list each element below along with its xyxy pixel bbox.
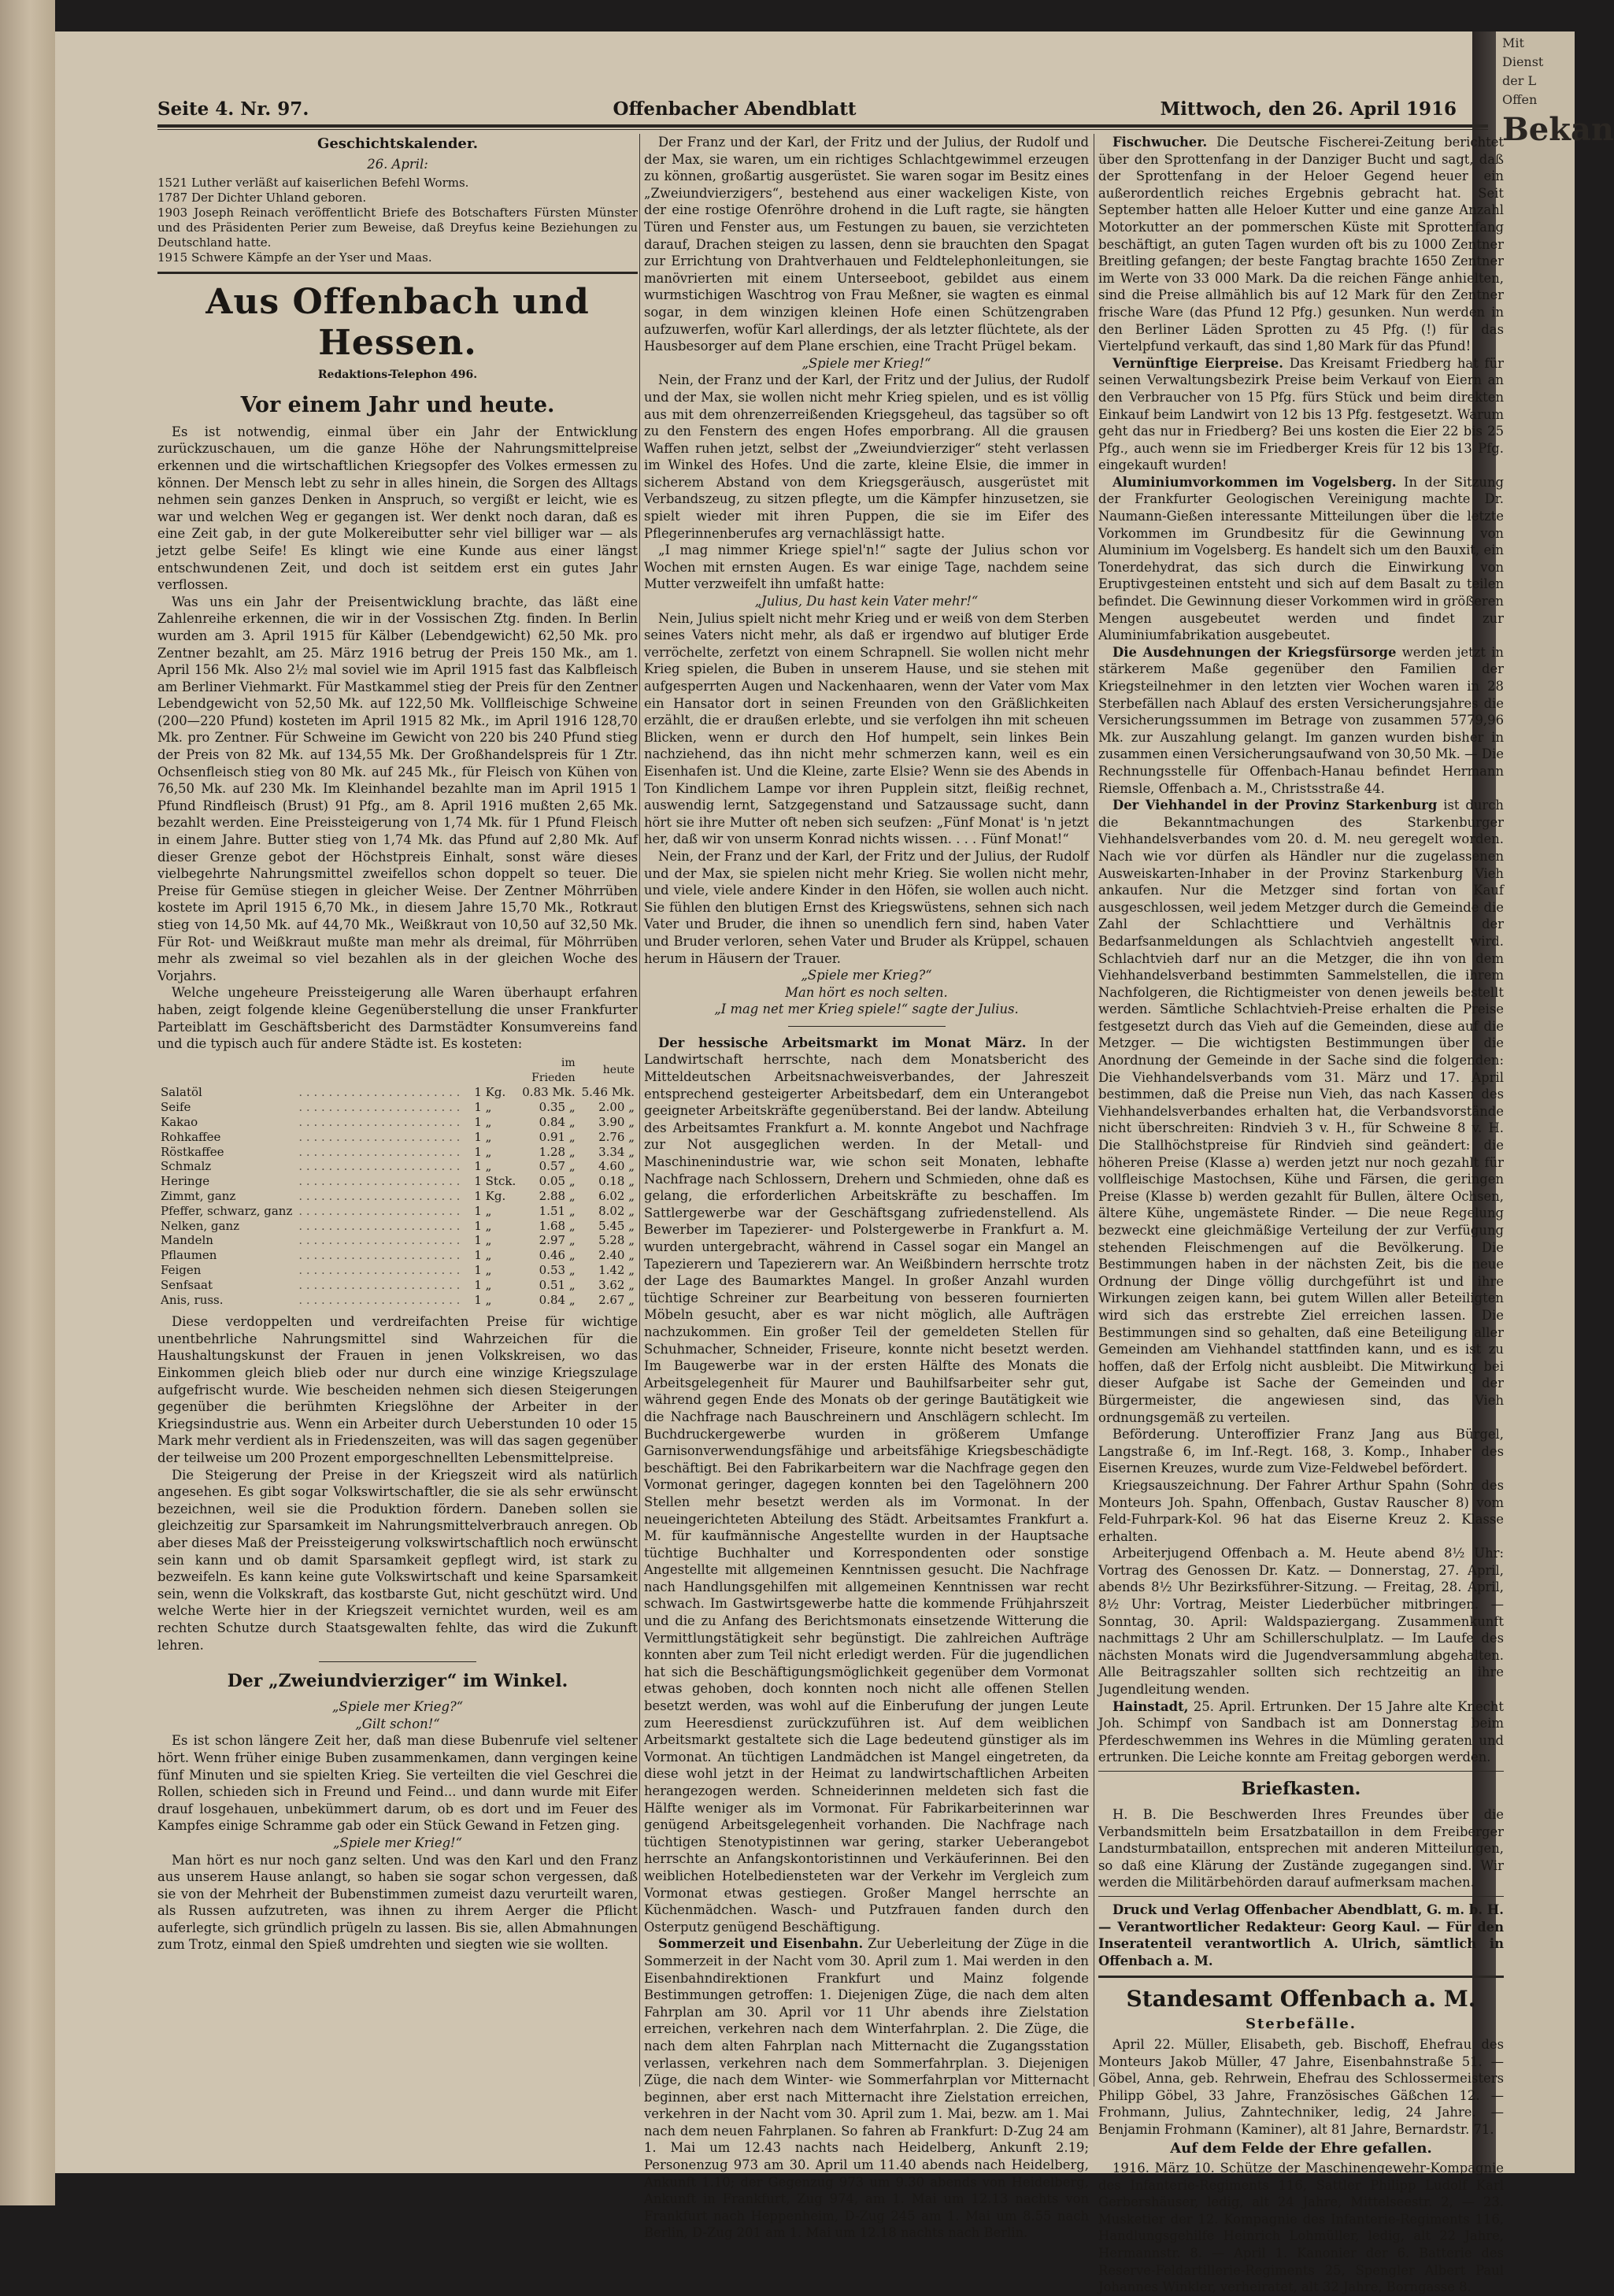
article-lead: Der Viehhandel in der Provinz Starkenburg (1112, 798, 1438, 813)
header-rule (157, 124, 1488, 128)
article-lead: Die Ausdehnungen der Kriegsfürsorge (1112, 644, 1397, 660)
price-item: Anis, russ. (161, 1292, 224, 1307)
section-divider (1098, 1976, 1504, 1978)
price-item: Pflaumen (161, 1248, 217, 1263)
price-dots: . . . . . . . . . . . . . . . . . . . . . . (298, 1100, 461, 1115)
price-peace: 1.28 „ (539, 1144, 576, 1159)
article-paragraph: 25. April. Ertrunken. Der 15 Jahre alte Knecht Joh. Schimpf von Sandbach ist am Donnerstag beim Pferdeschwemmen ins Wehres in die Mümling geraten und ertrunken. Die Leiche konnte am Freitag geborgen werden. (1098, 1698, 1504, 1765)
letterbox-title: Briefkasten. (1241, 1779, 1361, 1799)
article-divider (1098, 1771, 1504, 1772)
price-peace: 0.53 „ (539, 1262, 576, 1277)
article-paragraph: Das Kreisamt Friedberg hat für seinen Verwaltungsbezirk Preise beim Verkauf von Eiern an den Verbraucher von 15 Pfg. fürs Stück und beim direkten Einkauf beim Landwirt von 12 bis 13 Pfg. festgesetzt. Warum geht das nur in Friedberg? Bei uns kosten die Eier 22 bis 25 Pfg., auch wenn sie im Friedberger Kreis für 12 bis 13 Pfg. eingekauft wurden! (1098, 355, 1504, 473)
price-table-body (157, 1085, 638, 1307)
price-peace: 0.83 Mk. (522, 1085, 576, 1100)
price-row (157, 1219, 638, 1234)
article-paragraph: Welche ungeheure Preissteigerung alle Waren überhaupt erfahren haben, zeigt folgende kleine Gegenüberstellung die unser Frankfurter Parteiblatt im Geschäftsbericht des Darmstädter Konsumvereins fand und die typisch auch für andere Städte ist. Es kosteten: (157, 985, 638, 1052)
article-paragraph: In der Sitzung der Frankfurter Geologischen Vereinigung machte Dr. Naumann-Gießen interessante Mitteilungen über die letzte Vorkommen im Grundbesitz für die Gewinnung von Aluminium im Vogelsberg. Es handelt sich um den Bauxit, ein Tonerdehydrat, das sich durch die Einwirkung von Eruptivgesteinen entsteht und sich auf dem Basalt zu teilen befindet. Die Gewinnung dieser Vorkommen wird in größeren Mengen ausgebeutet werden und findet zur Aluminiumfabrikation ausgebeutet. (1098, 474, 1505, 643)
next-page-fragment: Dienst (1502, 54, 1544, 69)
price-item: Mandeln (161, 1233, 213, 1248)
price-row (157, 1145, 638, 1160)
price-row (157, 1204, 638, 1219)
price-today: 3.90 „ (598, 1114, 635, 1129)
price-dots: . . . . . . . . . . . . . . . . . . . . . . (298, 1085, 461, 1100)
registry-subtitle: Sterbefälle. (1245, 2016, 1357, 2033)
price-dots: . . . . . . . . . . . . . . . . . . . . . . (298, 1248, 461, 1263)
registry-title: Standesamt Offenbach a. M. (1126, 1986, 1476, 2013)
price-today: 0.18 „ (598, 1174, 635, 1189)
article-paragraph: Diese verdoppelten und verdreifachten Preise für wichtige unentbehrliche Nahrungsmittel sind Wahrzeichen für die Haushaltungskunst der Frauen in jenen Volkskreisen, wo das Einkommen gleich blieb oder nur durch eine winzige Kriegszulage aufgefrischt wurde. Wie bescheiden nehmen sich diesen Steigerungen gegenüber die berühmten Kriegslöhne der Arbeiter in der Kriegsindustrie aus. Wenn ein Arbeiter durch Ueberstunden 10 oder 15 Mark mehr verdient als in Friedenszeiten, was will das sagen gegenüber der teilweise um 200 Prozent emporgeschnellten Lebensmittelpreise. (157, 1314, 638, 1466)
price-today: 8.02 „ (598, 1203, 635, 1218)
price-item: Heringe (161, 1174, 210, 1189)
calendar-date: 26. April: (367, 156, 428, 172)
calendar-title: Geschichtskalender. (317, 135, 478, 152)
price-dots: . . . . . . . . . . . . . . . . . . . . . . (298, 1233, 461, 1248)
calendar-entry: 1521 Luther verläßt auf kaiserlichen Befehl Worms. (157, 176, 469, 191)
article-paragraph: Man hört es nur noch ganz selten. Und was den Karl und den Franz aus unserem Hause anlangt, so haben sie sogar schon vergessen, daß sie von der Mehrheit der Bubenstimmen zumeist dazu verurteilt waren, als Russen aufzutreten, was ihnen zu ihrem Aerger die Pflicht auferlegte, sich gründlich prügeln zu lassen. Bis sie, allen Abmahnungen zum Trotz, einmal den Spieß umdrehten und siegten wie sie wollten. (157, 1852, 638, 1953)
article-paragraph: Nein, der Franz und der Karl, der Fritz und der Julius, der Rudolf und der Max, sie spielen nicht mehr Krieg. Sie wollen nicht mehr, und viele, viele andere Kinder in den Höfen, sie wollen auch nicht. Sie fühlen den blutigen Ernst des Kriegswüstens, sehnen sich nach Vater und Bruder, die ihnen so unendlich fern sind, haben Vater und Bruder verloren, sehen Vater und Bruder als Krüppel, schauen herum in Häusern der Trauer. (644, 848, 1089, 966)
article-divider (319, 1661, 476, 1662)
price-today: 6.02 „ (598, 1188, 635, 1203)
article-lead: Hainstadt, (1112, 1698, 1189, 1714)
price-peace: 1.68 „ (539, 1218, 576, 1233)
price-header-dots (295, 1056, 471, 1086)
article-paragraph: werden jetzt in stärkerem Maße gegenüber den Familien der Kriegsteilnehmer in den letzten vier Wochen waren in 28 Sterbefällen nach Ablauf des ersten Versicherungsjahres die Versicherungssummen im Betrage von zusammen 5779,96 Mk. zur Auszahlung gelangt. Im ganzen wurden bisher in zusammen einen Versicherungsaufwand von 30,50 Mk. — Die Rechnungsstelle für Offenbach-Hanau befindet Hermann Riemsle, Offenbach a. M., Christsstraße 44. (1098, 644, 1504, 796)
registry-fallen-title: Auf dem Felde der Ehre gefallen. (1170, 2139, 1432, 2157)
price-item: Nelken, ganz (161, 1218, 240, 1233)
price-item: Salatöl (161, 1085, 202, 1100)
price-item: Kakao (161, 1114, 198, 1129)
article-paragraph: Arbeiterjugend Offenbach a. M. Heute abend 8½ Uhr: Vortrag des Genossen Dr. Katz. — Donnerstag, 27. April, abends 8½ Uhr Bezirksführer-Sitzung. — Freitag, 28. April, 8½ Uhr: Vortrag, Meister Liederbücher mitbringen. — Sonntag, 30. April: Waldspaziergang. Zusammenkunft nachmittags 2 Uhr am Schillerschulplatz. — Im Laufe des nächsten Monats wird die Jugendversammlung abgehalten. Alle Beitragszahler sollten sich rechtzeitig an ihre Jugendleitung wenden. (1098, 1546, 1504, 1698)
article-paragraph: Zur Ueberleitung der Züge in die Sommerzeit in der Nacht vom 30. April zum 1. Mai werden in den Eisenbahndirektionen Frankfurt und Mainz folgende Bestimmungen getroffen: 1. Diejenigen Züge, die nach dem alten Fahrplan am 30. April vor 11 Uhr abends ihre Zielstation erreichen, verkehren nach dem Winterfahrplan. 2. Die Züge, die nach dem alten Fahrplan nach Mitternacht die Zugangsstation verlassen, verkehren nach dem Sommerfahrplan. 3. Diejenigen Züge, die nach dem Winter- wie Sommerfahrplan vor Mitternacht beginnen, aber erst nach Mitternacht ihre Zielstation erreichen, verkehren in der Nacht vom 30. April zum 1. Mai, bezw. am 1. Mai nach dem neuen Fahrplanen. So fahren ab Frankfurt: D-Zug 24 am 1. Mai um 12.43 nachts nach Heidelberg, Ankunft 2.19; Personenzug 973 am 30. April um 11.40 abends nach Heidelberg, Ankunft 1.10; der Gegenzug 973 um 9.30 abends von Heidelberg, Ankunft in Frankfurt, Zug 974, am 1. Mai um 12.13 nachts von Frankfurt nach Heppenheim, D-Zug 245 am 1. Mai um 8.55 nach Berlin, D-Zug 201 am 1. Mai um 12.18 nachts nach Berlin. (644, 1936, 1089, 2241)
price-unit: 1 „ (474, 1248, 492, 1263)
article-lead: Sommerzeit und Eisenbahn. (658, 1936, 864, 1952)
next-page-edge (1496, 31, 1614, 2173)
price-today: 2.40 „ (598, 1248, 635, 1263)
price-peace: 1.51 „ (539, 1203, 576, 1218)
article-paragraph: Die Deutsche Fischerei-Zeitung berichtet über den Sprottenfang in der Danziger Bucht und sagt, daß der Sprottenfang in der Heloer Gegend heuer ein außerordentlich reiches Ergebnis gebracht hat. Seit September hatten alle Heloer Kutter und eine ganze Anzahl Motorkutter an der pommerschen Küste mit Sprottenfang beschäftigt, an guten Tagen wurden oft bis zu 1000 Zentner Breitling gefangen; der beste Fangtag brachte 1650 Zentner im Werte von 33 000 Mark. Da die reichen Fänge anhielten, sind die Preise allmählich bis auf 12 Mark für den Zentner frische Ware (das Pfund 12 Pfg.) gesunken. Nun werden in den Berliner Läden Sprotten zu 45 Pfg. (!) für das Viertelpfund verkauft, das sind 1,80 Mark für das Pfund! (1098, 135, 1504, 354)
issue-date: Mittwoch, den 26. April 1916 (1160, 98, 1457, 120)
price-item: Rohkaffee (161, 1129, 221, 1144)
article-divider (788, 1026, 946, 1027)
price-row (157, 1115, 638, 1130)
newspaper-name: Offenbacher Abendblatt (613, 98, 857, 120)
article-quote: „Spiele mer Krieg?“ (331, 1699, 464, 1715)
price-row (157, 1159, 638, 1174)
article-title: Der „Zweiundvierziger“ im Winkel. (227, 1671, 568, 1692)
price-today: 5.46 Mk. (581, 1085, 635, 1100)
price-today: 2.67 „ (598, 1292, 635, 1307)
book-binding (0, 0, 55, 2205)
imprint: Druck und Verlag Offenbacher Abendblatt, G. m. b. H. — Verantwortlicher Redakteur: Georg Kaul. — Für den Inseratenteil verantwortlich A. Ulrich, sämtlich in Offenbach a. M. (1098, 1902, 1504, 1968)
price-row (157, 1189, 638, 1204)
price-unit: 1 Kg. (474, 1188, 506, 1203)
price-unit: 1 Stck. (474, 1174, 516, 1189)
price-peace: 0.84 „ (539, 1292, 576, 1307)
article-paragraph: Es ist schon längere Zeit her, daß man diese Bubenrufe viel seltener hört. Wenn früher einige Buben zusammenkamen, dann vergingen keine fünf Minuten und sie spielten Krieg. Sie verteilten die viel Geschrei die Rollen, schieden sich in Freund und Feind... und dann wurde mit Eifer drauf losgehauen, unbekümmert darum, ob es dort und im Feuer des Kampfes einige Schramme gab oder ein Stück Gewand in Fetzen ging. (157, 1733, 638, 1834)
price-dots: . . . . . . . . . . . . . . . . . . . . . . (298, 1277, 461, 1292)
price-today: 3.62 „ (598, 1277, 635, 1292)
price-unit: 1 Kg. (474, 1085, 506, 1100)
price-row (157, 1130, 638, 1145)
calendar-entry: 1915 Schwere Kämpfe an der Yser und Maas. (157, 250, 432, 265)
article-quote: „I mag net mer Krieg spiele!“ sagte der Julius. (714, 1002, 1019, 1017)
section-title: Aus Offenbach und Hessen. (205, 282, 590, 364)
article-paragraph: Es ist notwendig, einmal über ein Jahr der Entwicklung zurückzuschauen, um die ganze Höhe der Nahrungsmittelpreise erkennen und die wirtschaftlichen Kriegsopfer des Volkes ermessen zu können. Der Mensch lebt zu sehr in alles hinein, die Sorgen des Alltags nehmen sein ganzes Denken in Anspruch, so vergißt er leicht, wie es war und welchen Weg er gegangen ist. Wer denkt noch daran, daß es eine Zeit gab, in der gute Molkereibutter sehr viel billiger war — als jetzt gelbe Seife! Es klingt wie eine Kunde aus einer längst entschwundenen Zeit, und doch ist seitdem erst ein gutes Jahr verflossen. (157, 424, 638, 593)
price-dots: . . . . . . . . . . . . . . . . . . . . . . (298, 1174, 461, 1189)
price-peace: 0.84 „ (539, 1114, 576, 1129)
price-row (157, 1174, 638, 1189)
price-item: Seife (161, 1100, 191, 1115)
next-page-fragment-title: Bekan (1502, 111, 1614, 148)
article-paragraph: Kriegsauszeichnung. Der Fahrer Arthur Spahn (Sohn des Monteurs Joh. Spahn, Offenbach, Gustav Rauscher 8) vom Feld-Fuhrpark-Kol. 96 hat das Eiserne Kreuz 2. Klasse erhalten. (1098, 1477, 1504, 1544)
article-quote: „Gilt schon!“ (355, 1716, 440, 1731)
price-header-today: heute (602, 1064, 635, 1077)
page-number-label: Seite 4. Nr. 97. (157, 98, 309, 120)
price-unit: 1 „ (474, 1114, 492, 1129)
article-lead: Fischwucher. (1112, 135, 1208, 150)
price-row (157, 1233, 638, 1248)
article-lead: Vernünftige Eierpreise. (1112, 355, 1283, 371)
price-header-unit (471, 1056, 519, 1086)
calendar-entry: 1787 Der Dichter Uhland geboren. (157, 191, 367, 206)
article-quote: „Spiele mer Krieg!“ (332, 1835, 463, 1850)
price-unit: 1 „ (474, 1203, 492, 1218)
price-today: 4.60 „ (598, 1159, 635, 1174)
price-item: Schmalz (161, 1159, 212, 1174)
price-peace: 0.46 „ (539, 1248, 576, 1263)
page-header (157, 85, 1457, 120)
price-peace: 0.51 „ (539, 1277, 576, 1292)
article-quote: „Spiele mer Krieg?“ (801, 968, 932, 983)
price-dots: . . . . . . . . . . . . . . . . . . . . . . (298, 1129, 461, 1144)
price-unit: 1 „ (474, 1218, 492, 1233)
price-peace: 0.35 „ (539, 1100, 576, 1115)
price-unit: 1 „ (474, 1159, 492, 1174)
price-unit: 1 „ (474, 1100, 492, 1115)
next-page-fragment: der L (1502, 73, 1537, 88)
column-1 (157, 134, 638, 2087)
price-unit: 1 „ (474, 1292, 492, 1307)
article-quote: Man hört es noch selten. (785, 984, 948, 1000)
price-peace: 2.88 „ (539, 1188, 576, 1203)
price-unit: 1 „ (474, 1262, 492, 1277)
price-item: Zimmt, ganz (161, 1188, 236, 1203)
price-today: 2.76 „ (598, 1129, 635, 1144)
price-item: Pfeffer, schwarz, ganz (161, 1203, 293, 1218)
article-paragraph: „I mag nimmer Kriege spiel'n!“ sagte der Julius schon vor Wochen mit ernsten Augen. Es war einige Tage, nachdem seine Mutter verzweifelt ihn umfaßt hatte: (644, 543, 1089, 592)
next-page-fragment: Mit (1502, 35, 1524, 50)
article-paragraph: Die Steigerung der Preise in der Kriegszeit wird als natürlich angesehen. Es gibt sogar Volkswirtschaftler, die sie als sehr erwünscht bezeichnen, weil sie die Produktion fördern. Daneben sollen sie gleichzeitig zur Sparsamkeit im Nahrungsmittelverbrauch anregen. Ob aber dieses Maß der Preissteigerung volkswirtschaftlich noch erwünscht sein kann und ob damit Sparsamkeit gepflegt wird, ist stark zu bezweifeln. Es kann keine gute Volkswirtschaft und keine Sparsamkeit sein, wenn die Volkskraft, das kostbarste Gut, nicht geschützt wird. Und welche Werte hier in der Kriegszeit vernichtet wurden, weil es am rechten Schutze durch Staatsgewalten fehlte, das wird die Zukunft lehren. (157, 1467, 638, 1653)
article-paragraph: 1916. März 10. Schütze der Maschinengewehr-Kompagnie des Infanterie-Regiments 116, Sattler Philipp Ludolf Karl Gerbershäuser, ledig, alt 24 Jahre, Mittelseestr. 2, — 23. Musketier der 12. Kompagnie des Infanterie-Regiments 116, Handlungsgehilfe Heinrich Lohmüller, ledig, alt 22 Jahre, Hermannstr. 8. — April 1. Kanonier der 6. Batterie des Reserve-Feldartillerie-Regiments 25, Spengler Albert Paul Johannes Winkler, verheiratet, alt 32 Jahre, Borngasse 8. (1098, 2161, 1504, 2295)
article-title: Vor einem Jahr und heute. (240, 392, 555, 417)
section-divider (157, 272, 638, 274)
article-paragraph: H. B. Die Beschwerden Ihres Freundes über die Verbandsmitteln beim Ersatzbataillon in dem Freiberger Landsturmbataillon, entsprechen mit anderen Mitteilungen, so daß eine Klärung der Zustände zugegangen sind. Wir werden die Militärbehörden darauf aufmerksam machen. (1098, 1807, 1504, 1890)
header-rule-thin (157, 129, 1488, 130)
column-2 (644, 134, 1089, 2241)
price-header-item (157, 1056, 295, 1086)
price-dots: . . . . . . . . . . . . . . . . . . . . . . (298, 1144, 461, 1159)
price-row (157, 1263, 638, 1278)
price-row (157, 1248, 638, 1263)
price-peace: 2.97 „ (539, 1233, 576, 1248)
price-table (157, 1056, 638, 1308)
price-header-peace: im Frieden (531, 1056, 576, 1084)
article-paragraph: In der Landwirtschaft herrschte, nach dem Monatsbericht des Mitteldeutschen Arbeitsnachweisverbandes, der Jahreszeit entsprechend gesteigerter Arbeitsbedarf, dem ein Unterangebot geeigneter Arbeitskräfte gegenüberstand. Bei der landw. Abteilung des Arbeitsamtes Frankfurt a. M. konnte Angebot und Nachfrage zur Not ausgeglichen werden. In der Metall- und Maschinenindustrie war, wie schon seit Monaten, lebhafte Nachfrage nach Schlossern, Drehern und Schmieden, ohne daß es gelang, die erforderlichen Arbeitskräfte zu beschaffen. Im Sattlergewerbe war der Geschäftsgang zufriedenstellend. Als Bewerber im Tapezierer- und Polstergewerbe in Frankfurt a. M. wurden untergebracht, während in Cassel sogar ein Mangel an Tapezierern und Tapezierern war. An Weißbindern herrschte trotz der Lage des Baumarktes Mangel. In großer Anzahl wurden tüchtige Schreiner zur Bearbeitung von besseren fournierten Möbeln gesucht, aber es war nicht möglich, alle Aufträgen nachzukommen. Ein großer Teil der gemeldeten Stellen für Schuhmacher, Schneider, Friseure, konnte nicht besetzt werden. Im Baugewerbe war in der ersten Hälfte des Monats die Arbeitsgelegenheit für Maurer und Bauhilfsarbeiter sehr gut, während gegen Ende des Monats ob der geringe Bautätigkeit wie die Nachfrage nach Bauschreinern und Anschlägern schlecht. Im Buchdruckergewerbe wurden in größerem Umfange Garnisonverwendungsfähige und arbeitsfähige Kriegsbeschädigte beschäftigt. Bei den Fabrikarbeitern war die Nachfrage gegen den Vormonat geringer, dagegen konnten bei den Tagelöhnern 200 Stellen mehr besetzt werden als im Vormonat. In der neueingerichteten Abteilung des Städt. Arbeitsamtes Frankfurt a. M. für kaufmännische Angestellte wurden in der Hauptsache tüchtige Buchhalter und Korrespondenten oder sonstige Angestellte mit allgemeinen Kenntnissen gesucht. Die Nachfrage nach Handlungsgehilfen mit allgemeinen Kenntnissen war recht schwach. Im Gastwirtsgewerbe hatte die kommende Frühjahrszeit und die zu Anfang des Berichtsmonats einsetzende Witterung die Vermittlungstätigkeit sehr begünstigt. Die zahlreichen Aufträge konnten aber zum Teil nicht erledigt werden. Für die jugendlichen hat sich die Beschäftigungsmöglichkeit gegenüber dem Vormonat etwas gehoben, doch konnten noch nicht alle offenen Stellen besetzt werden, was wohl auf die Einberufung der jungen Leute zum Heeresdienst zurückzuführen ist. Auf dem weiblichen Arbeitsmarkt gestaltete sich die Lage bedeutend günstiger als im Vormonat. An tüchtigen Landmädchen ist Mangel eingetreten, da diese wohl jetzt in der Heimat zu landwirtschaftlichen Arbeiten herangezogen werden. Schneiderinnen meldeten sich fast die Hälfte weniger als im Vormonat. Für Fabrikarbeiterinnen war genügend Arbeitsgelegenheit vorhanden. Die Nachfrage nach tüchtigen Stenotypistinnen war gering, starker Ueberangebot herrschte an Anfangskontoristinnen und Verkäuferinnen. Bei den weiblichen Hotelbediensteten war der Verkehr im Vergleich zum Vormonat etwas gestiegen. Großer Mangel herrschte an Küchenmädchen. Wasch- und Putzfrauen fanden durch den Osterputz genügend Beschäftigung. (644, 1035, 1089, 1935)
next-page-fragment: Offen (1502, 92, 1538, 107)
price-table-header (157, 1056, 638, 1086)
article-quote: „Spiele mer Krieg!“ (801, 355, 931, 371)
price-item: Röstkaffee (161, 1144, 224, 1159)
price-row (157, 1293, 638, 1308)
price-today: 3.34 „ (598, 1144, 635, 1159)
price-today: 2.00 „ (598, 1100, 635, 1115)
calendar-entry: 1903 Joseph Reinach veröffentlicht Briefe des Botschafters Fürsten Münster und des Präsidenten Perier zum Beweise, daß Dreyfus keine Beziehungen zu Deutschland hatte. (157, 206, 638, 250)
article-lead: Der hessische Arbeitsmarkt im Monat März. (658, 1035, 1027, 1050)
article-quote: „Julius, Du hast kein Vater mehr!“ (754, 594, 979, 609)
price-today: 5.45 „ (598, 1218, 635, 1233)
editorial-telephone: Redaktions-Telephon 496. (317, 368, 478, 382)
article-paragraph: Beförderung. Unteroffizier Franz Jang aus Bürgel, Langstraße 6, im Inf.-Regt. 168, 3. Komp., Inhaber des Eisernen Kreuzes, wurde zum Vize-Feldwebel befördert. (1098, 1427, 1504, 1476)
price-row (157, 1085, 638, 1100)
price-unit: 1 „ (474, 1129, 492, 1144)
price-dots: . . . . . . . . . . . . . . . . . . . . . . (298, 1262, 461, 1277)
price-dots: . . . . . . . . . . . . . . . . . . . . . . (298, 1203, 461, 1218)
price-peace: 0.05 „ (539, 1174, 576, 1189)
price-row (157, 1100, 638, 1115)
price-dots: . . . . . . . . . . . . . . . . . . . . . . (298, 1188, 461, 1203)
price-dots: . . . . . . . . . . . . . . . . . . . . . . (298, 1159, 461, 1174)
price-item: Feigen (161, 1262, 202, 1277)
column-3 (1098, 134, 1505, 2295)
price-unit: 1 „ (474, 1277, 492, 1292)
price-peace: 0.57 „ (539, 1159, 576, 1174)
article-paragraph: April 22. Müller, Elisabeth, geb. Bischoff, Ehefrau des Monteurs Jakob Müller, 47 Jahre, Eisenbahnstraße 51. — Göbel, Anna, geb. Rehrwein, Ehefrau des Schlossermeisters Philipp Göbel, 33 Jahre, Französisches Gäßchen 12. — Frohmann, Julius, Zahntechniker, ledig, 24 Jahre. — Benjamin Frohmann (Kaminer), alt 81 Jahre, Bernardstr. 71. (1098, 2036, 1504, 2137)
column-rule (639, 134, 640, 2087)
price-dots: . . . . . . . . . . . . . . . . . . . . . . (298, 1218, 461, 1233)
price-dots: . . . . . . . . . . . . . . . . . . . . . . (298, 1292, 461, 1307)
article-paragraph: Nein, der Franz und der Karl, der Fritz und der Julius, der Rudolf und der Max, sie wollen nicht mehr Krieg spielen, und es ist völlig aus mit dem ohrenzerreißenden Kriegsgeheul, das tagsüber so oft zu den Fenstern des engen Hofes emporbrang. All die grausen Waffen ruhen jetzt, selbst der „Zweiundvierziger“ steht verlassen im Winkel des Hofes. Und die zarte, kleine Elsie, die immer in sicherem Abstand von dem Kriegsgeräusch, ausgerüstet mit Verbandszeug, zu sitzen pflegte, um die Kämpfer hinzusetzen, sie spielt wieder mit ihren Puppen, die sie im Eifer des Pflegerinnenberufes arg vernachlässigt hatte. (644, 372, 1089, 541)
article-lead: Aluminiumvorkommen im Vogelsberg. (1112, 474, 1397, 490)
price-peace: 0.91 „ (539, 1129, 576, 1144)
price-item: Senfsaat (161, 1277, 213, 1292)
price-dots: . . . . . . . . . . . . . . . . . . . . . . (298, 1114, 461, 1129)
price-today: 1.42 „ (598, 1262, 635, 1277)
article-paragraph: Was uns ein Jahr der Preisentwicklung brachte, das läßt eine Zahlenreihe erkennen, die wir in der Vossischen Ztg. finden. In Berlin wurden am 3. April 1915 für Kälber (Lebendgewicht) 62,50 Mk. pro Zentner bezahlt, am 25. März 1916 betrug der Preis 150 Mk., am 1. April 156 Mk. Also 2½ mal soviel wie im April 1915 fast das Kalbfleisch am Berliner Viehmarkt. Für Mastkammel stieg der Preis für den Zentner Lebendgewicht von 52,50 Mk. auf 122,50 Mk. Vollfleischige Schweine (200—220 Pfund) kosteten im April 1915 82 Mk., im April 1916 128,70 Mk. pro Zentner. Für Schweine im Gewicht von 220 bis 240 Pfund stieg der Preis von 82 Mk. auf 134,55 Mk. Der Großhandelspreis für 1 Ztr. Ochsenfleisch stieg von 80 Mk. auf 245 Mk., für Fleisch von Kühen von 76,50 Mk. auf 230 Mk. Im Kleinhandel bezahlte man im April 1915 1 Pfund Rindfleisch (Brust) 91 Pfg., am 8. April 1916 mußten 2,65 Mk. bezahlt werden. Eine Preissteigerung von 1,74 Mk. für 1 Pfund Fleisch in einem Jahre. Butter stieg von 1,74 Mk. das Pfund auf 2,80 Mk. Auf dieser Grenze gebot der Höchstpreis Einhalt, sonst wäre dieses vielbegehrte Nahrungsmittel zweifellos schon doppelt so teuer. Die Preise für Gemüse stiegen in gleicher Weise. Der Zentner Möhrrüben kostete im April 1915 6,70 Mk., in diesem Jahre 15,70 Mk., Rotkraut stieg von 14,50 Mk. auf 44,70 Mk., Weißkraut von 10,50 auf 32,50 Mk. Für Rot- und Weißkraut mußte man mehr als dreimal, für Möhrrüben mehr als zweimal so viel bezahlen als in der gleichen Woche des Vorjahrs. (157, 594, 638, 983)
article-divider (1098, 1896, 1504, 1897)
article-paragraph: Der Franz und der Karl, der Fritz und der Julius, der Rudolf und der Max, sie waren, um ein richtiges Schlachtgewimmel erzeugen zu können, großartig ausgerüstet. Sie waren sogar im Besitz eines „Zweiundvierzigers“, bestehend aus einer wackeligen Kiste, von der eine rostige Ofenröhre drohend in die Luft ragte, sie hängten Türen und Fenster aus, um Festungen zu bauen, sie verzichteten darauf, Drachen steigen zu lassen, denn sie brauchten den Spagat zur Errichtung von Drahtverhauen und Feldtelephonleitungen, sie manövrierten mit einem Unterseeboot, gebildet aus einem wurmstichigen Waschtrog von Frau Meßner, sie wagten es einmal sogar, in dem winzigen kleinen Hofe einen Schützengraben aufzuwerfen, wofür Karl allerdings, der als letzter flüchtete, als der Hausbesorger auf dem Plane erschien, eine Tracht Prügel bekam. (644, 135, 1089, 354)
price-unit: 1 „ (474, 1233, 492, 1248)
article-paragraph: Nein, Julius spielt nicht mehr Krieg und er weiß von dem Sterben seines Vaters nicht mehr, als daß er irgendwo auf blutiger Erde verröchelte, zerfetzt von einem Schrapnell. Sie wollen nicht mehr Krieg spielen, die Buben in unserem Hause, und sie stehen mit aufgesperrten Augen und Nackenhaaren, wenn der Vater vom Max ein Hansator dort in seinen Freunden von den Gräßlichkeiten erzählt, die er draußen erlebte, und sie verfolgen ihn mit scheuen Blicken, wenn er durch den Hof humpelt, sein linkes Bein nachziehend, das ihn nicht mehr schmerzen kann, weil es ein Eisenhafen ist. Und die Kleine, zarte Elsie? Wenn sie des Abends in Ton Kindlichem Lampe vor ihren Pupplein sitzt, fleißig rechnet, auswendig lernt, Satzgegenstand und Satzaussage sucht, dann hört sie ihre Mutter oft neben sich seufzen: „Fünf Monat' is 'n jetzt her, daß wir von unserm Konrad nichts wissen. . . . Fünf Monat!“ (644, 610, 1089, 847)
price-row (157, 1278, 638, 1293)
price-today: 5.28 „ (598, 1233, 635, 1248)
article-paragraph: ist durch die Bekanntmachungen des Starkenburger Viehhandelsverbandes vom 20. d. M. neu geregelt worden. Nach wie vor dürfen als Händler nur die zugelassenen Ausweiskarten-Inhaber in der Provinz Starkenburg Vieh ankaufen. Nur die Metzger sind fortan von Kauf ausgeschlossen, weil jedem Metzger durch die Gemeinde die Zahl der Schlachttiere und Verhältnis der Bedarfsanmeldungen als Schlachtvieh angestellt wird. Schlachtvieh darf nur an die Metzger, die ihn von dem Viehhandelsverband bestimmten Sammelstellen, die ihrem Nachfolgeren, die Richtigmeister von denen jeweils bestellt werden. Sämtliche Schlachtvieh-Preise erhalten die Preise festgesetzt durch das Vieh auf die Gemeinden, diese auf die Metzger. — Die wichtigsten Bestimmungen über die Anordnung der Gemeinde in der Sache sind die folgenden: Die Viehhandelsverbands vom 31. März und 17. April bestimmen, daß die Preise nun Vieh, das nach Kassen des Viehhandelsverbandes erhalten hat, die Verbandsvorstände nicht überschreiten: Rindvieh 3 v. H., für Schweine 8 v. H. Die Stallhöchstpreise für Rindvieh sind geändert: die höheren Preise (Klasse a) werden jetzt nur noch gezahlt für vollfleischige Mastochsen, Kühe und Färsen, die geringen Preise (Klasse b) werden gezahlt für Bullen, ältere Ochsen, ältere Kühe, ungemästete Rinder. — Die neue Regelung bezweckt eine gleichmäßige Verteilung der zur Verfügung stehenden Fleischmengen auf die Bevölkerung. Die Bestimmungen haben in der nächsten Zeit, bis die neue Ordnung der Dinge völlig durchgeführt ist und ihre Wirkungen zeigen kann, bei gutem Willen aller Beteiligten wird sich das erstrebte Ziel erreichen lassen. Die Bestimmungen sind so gehalten, daß eine Beteiligung aller Gemeinden am Viehhandel stattfinden kann, und es ist zu hoffen, daß der Erfolg nicht ausbleibt. Die Mitwirkung bei dieser Aufgabe ist Sache der Gemeinden und der Bürgermeister, die angewiesen sind, das Vieh ordnungsgemäß zu verteilen. (1098, 798, 1504, 1425)
price-unit: 1 „ (474, 1144, 492, 1159)
